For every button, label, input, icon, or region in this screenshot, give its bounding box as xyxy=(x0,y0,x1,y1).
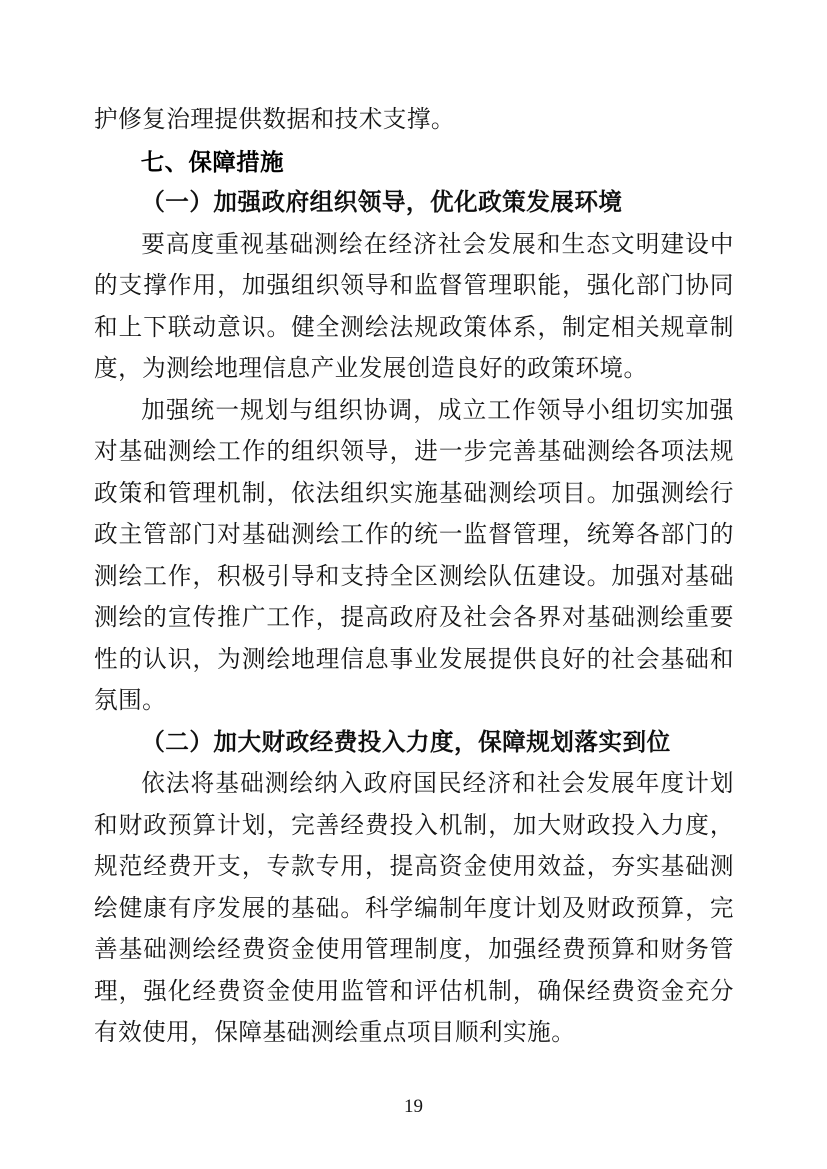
sub-heading-1: （一）加强政府组织领导，优化政策发展环境 xyxy=(141,190,623,216)
body-paragraph-2: 加强统一规划与组织协调，成立工作领导小组切实加强对基础测绘工作的组织领导，进一步完善基础测绘各项法规政策和管理机制，依法组织实施基础测绘项目。加强测绘行政主管部门对基础测绘工作的统一监督管理，统筹各部门的测绘工作，积极引导和支持全区测绘队伍建设。加强对基础测绘的宣传推广工作，提高政府及社会各界对基础测绘重要性的认识，为测绘地理信息事业发展提供良好的社会基础和氛围。 xyxy=(94,397,734,714)
paragraph-continuation: 护修复治理提供数据和技术支撑。 xyxy=(94,107,455,133)
sub-heading-2: （二）加大财政经费投入力度，保障规划落实到位 xyxy=(141,729,671,756)
page-number: 19 xyxy=(404,1096,423,1117)
section-heading-7: 七、保障措施 xyxy=(140,148,284,175)
body-paragraph-1: 要高度重视基础测绘在经济社会发展和生态文明建设中的支撑作用，加强组织领导和监督管理职能，强化部门协同和上下联动意识。健全测绘法规政策体系，制定相关规章制度，为测绘地理信息产业发展创造良好的政策环境。 xyxy=(94,231,734,382)
page-body xyxy=(94,100,734,1055)
body-paragraph-3: 依法将基础测绘纳入政府国民经济和社会发展年度计划和财政预算计划，完善经费投入机制，加大财政投入力度，规范经费开支，专款专用，提高资金使用效益，夯实基础测绘健康有序发展的基础。科学编制年度计划及财政预算，完善基础测绘经费资金使用管理制度，加强经费预算和财务管理，强化经费资金使用监管和评估机制，确保经费资金充分有效使用，保障基础测绘重点项目顺利实施。 xyxy=(94,771,734,1046)
